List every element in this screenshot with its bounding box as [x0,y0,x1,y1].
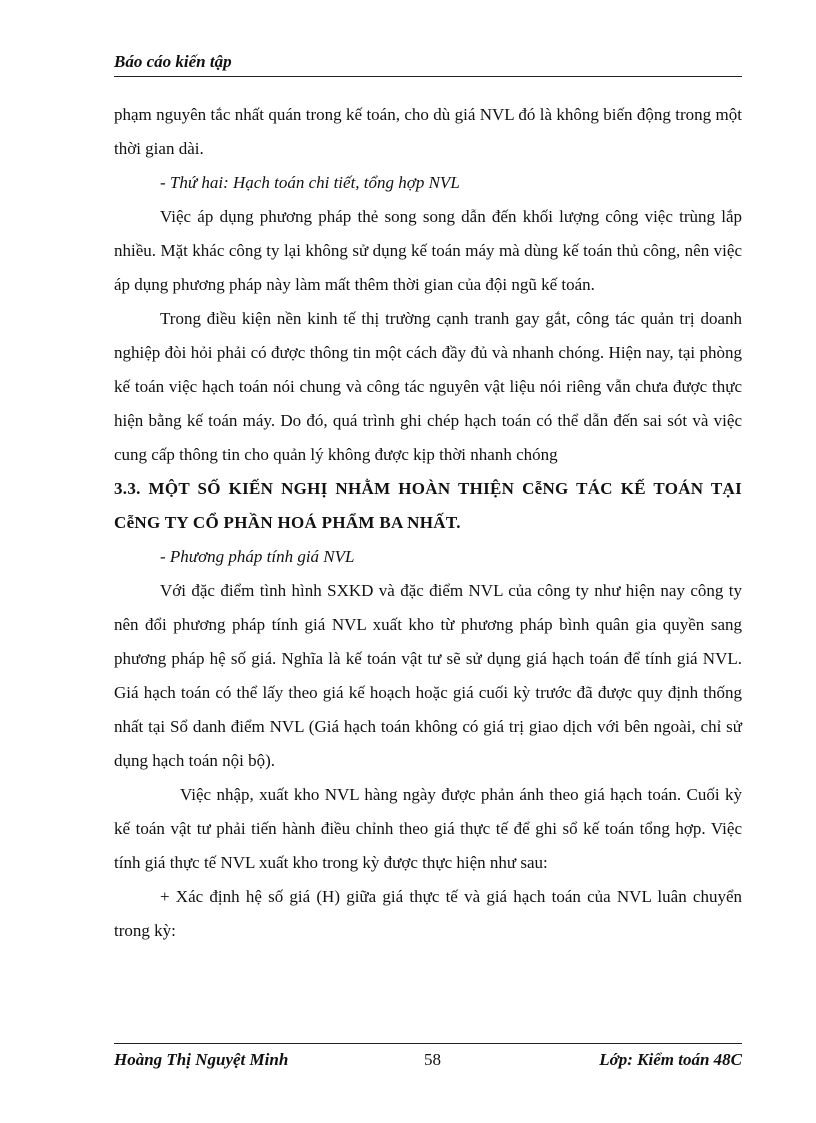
page-footer [114,1050,742,1070]
footer-author: Hoàng Thị Nguyệt Minh [114,1050,289,1069]
subheading-second-point: - Thứ hai: Hạch toán chi tiết, tổng hợp NVL [160,173,460,192]
paragraph-continuation: phạm nguyên tắc nhất quán trong kế toán, cho dù giá NVL đó là không biến động trong một thời gian dài. [114,105,742,158]
paragraph-pricing-recommendation: Với đặc điểm tình hình SXKD và đặc điểm NVL của công ty như hiện nay công ty nên đổi phương pháp tính giá NVL xuất kho từ phương pháp bình quân gia quyền sang phương pháp hệ số giá. Nghĩa là kế toán vật tư sẽ sử dụng giá hạch toán để tính giá NVL. Giá hạch toán có thể lấy theo giá kế hoạch hoặc giá cuối kỳ trước đã được quy định thống nhất tại Sổ danh điểm NVL (Giá hạch toán không có giá trị giao dịch với bên ngoài, chỉ sử dụng hạch toán nội bộ). [114,581,742,770]
paragraph-price-coefficient: + Xác định hệ số giá (H) giữa giá thực tế và giá hạch toán của NVL luân chuyển trong kỳ: [114,887,742,940]
section-heading-3-3: 3.3. MỘT SỐ KIẾN NGHỊ NHẰM HOÀN THIỆN CễNG TÁC KẾ TOÁN TẠI CễNG TY CỔ PHẦN HOÁ PHẨM BA NHẤT. [114,479,742,532]
header-title: Báo cáo kiến tập [114,52,232,71]
header-divider [114,76,742,77]
paragraph-parallel-card-method: Việc áp dụng phương pháp thẻ song song dẫn đến khối lượng công việc trùng lắp nhiều. Mặt khác công ty lại không sử dụng kế toán máy mà dùng kế toán thủ công, nên việc áp dụng phương pháp này làm mất thêm thời gian của đội ngũ kế toán. [114,207,742,294]
footer-class-label: Lớp: Kiểm toán 48C [599,1050,742,1069]
paragraph-market-conditions: Trong điều kiện nền kinh tế thị trường cạnh tranh gay gắt, công tác quản trị doanh nghiệp đòi hỏi phải có được thông tin một cách đầy đủ và nhanh chóng. Hiện nay, tại phòng kế toán việc hạch toán nói chung và công tác nguyên vật liệu nói riêng vẫn chưa được thực hiện bằng kế toán máy. Do đó, quá trình ghi chép hạch toán có thể dẫn đến sai sót và việc cung cấp thông tin cho quản lý không được kịp thời nhanh chóng [114,309,742,464]
paragraph-daily-entries: Việc nhập, xuất kho NVL hàng ngày được phản ánh theo giá hạch toán. Cuối kỳ kế toán vật tư phải tiến hành điều chỉnh theo giá thực tế để ghi sổ kế toán tổng hợp. Việc tính giá thực tế NVL xuất kho trong kỳ được thực hiện như sau: [114,785,742,872]
subheading-pricing-method: - Phương pháp tính giá NVL [160,547,355,566]
document-body [114,98,742,948]
footer-divider [114,1043,742,1044]
page-number: 58 [424,1050,441,1069]
